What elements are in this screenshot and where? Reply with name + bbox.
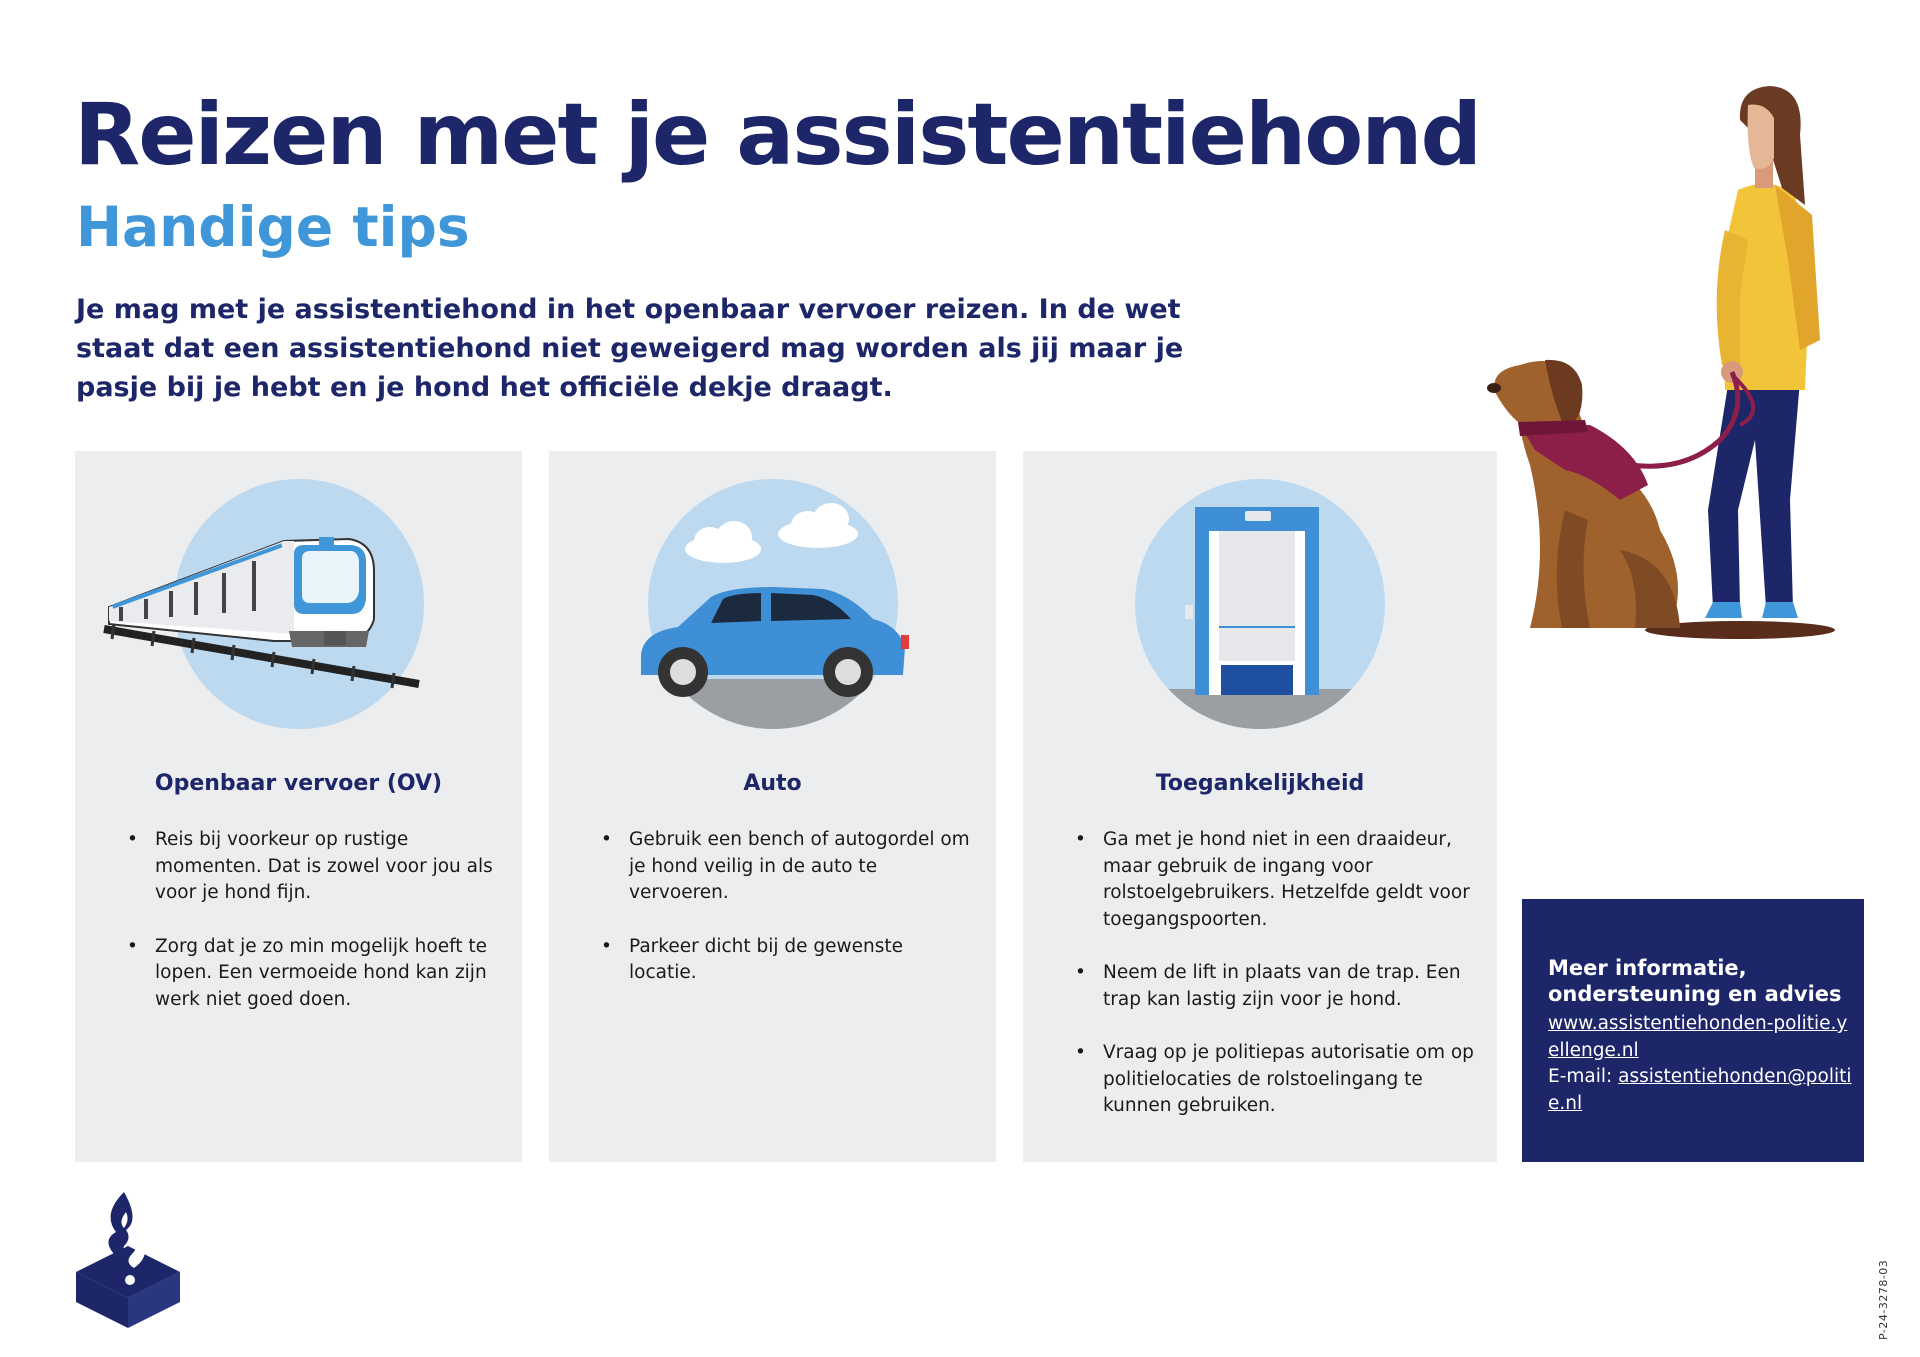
intro-text: Je mag met je assistentiehond in het openbaar vervoer reizen. In de wet staat dat een assistentiehond niet geweigerd mag worden als jij maar je pasje bij je hebt en je hond het officiële dekje draagt.	[76, 294, 1184, 403]
list-item: • Neem de lift in plaats van de trap. Een trap kan lastig zijn voor je hond.	[1075, 960, 1477, 1013]
card-list-ov	[127, 827, 502, 1040]
list-item: • Parkeer dicht bij de gewenste locatie.	[601, 934, 976, 987]
woman-with-dog-illustration	[1470, 80, 1870, 640]
page-subtitle: Handige tips	[76, 195, 470, 259]
police-logo-icon	[72, 1190, 184, 1330]
page-title: Reizen met je assistentiehond	[74, 85, 1481, 185]
card-auto	[549, 451, 996, 1162]
email-link[interactable]: assistentiehonden@politie.nl	[1548, 1066, 1852, 1114]
card-openbaar-vervoer	[75, 451, 522, 1162]
list-item: • Vraag op je politiepas autorisatie om op politielocaties de rolstoelingang te kunnen gebruiken.	[1075, 1040, 1477, 1120]
list-item: • Zorg dat je zo min mogelijk hoeft te lopen. Een vermoeide hond kan zijn werk niet goed doen.	[127, 934, 502, 1014]
email-label: E-mail:	[1548, 1066, 1613, 1087]
list-item: • Ga met je hond niet in een draaideur, maar gebruik de ingang voor rolstoelgebruikers. Hetzelfde geldt voor toegangspoorten.	[1075, 827, 1477, 933]
website-link[interactable]: www.assistentiehonden-politie.yellenge.nl	[1548, 1013, 1848, 1061]
list-item: • Reis bij voorkeur op rustige momenten. Dat is zowel voor jou als voor je hond fijn.	[127, 827, 502, 907]
document-code: P-24-3278-03	[1877, 1259, 1890, 1340]
list-item: • Gebruik een bench of autogordel om je hond veilig in de auto te vervoeren.	[601, 827, 976, 907]
card-title-auto: Auto	[743, 771, 802, 796]
info-title: Meer informatie, ondersteuning en advies	[1548, 956, 1842, 1006]
email-line	[1548, 1064, 1864, 1117]
car-illustration	[633, 577, 913, 707]
card-title-ov: Openbaar vervoer (OV)	[154, 771, 443, 796]
card-list-auto	[601, 827, 976, 1014]
info-box	[1522, 899, 1864, 1162]
card-toegankelijkheid	[1023, 451, 1497, 1162]
train-icon	[174, 479, 424, 729]
card-title-toegankelijkheid: Toegankelijkheid	[1155, 771, 1365, 796]
card-list-toegankelijkheid	[1075, 827, 1477, 1147]
gate-icon	[1135, 479, 1385, 729]
info-lines	[1548, 1011, 1864, 1117]
